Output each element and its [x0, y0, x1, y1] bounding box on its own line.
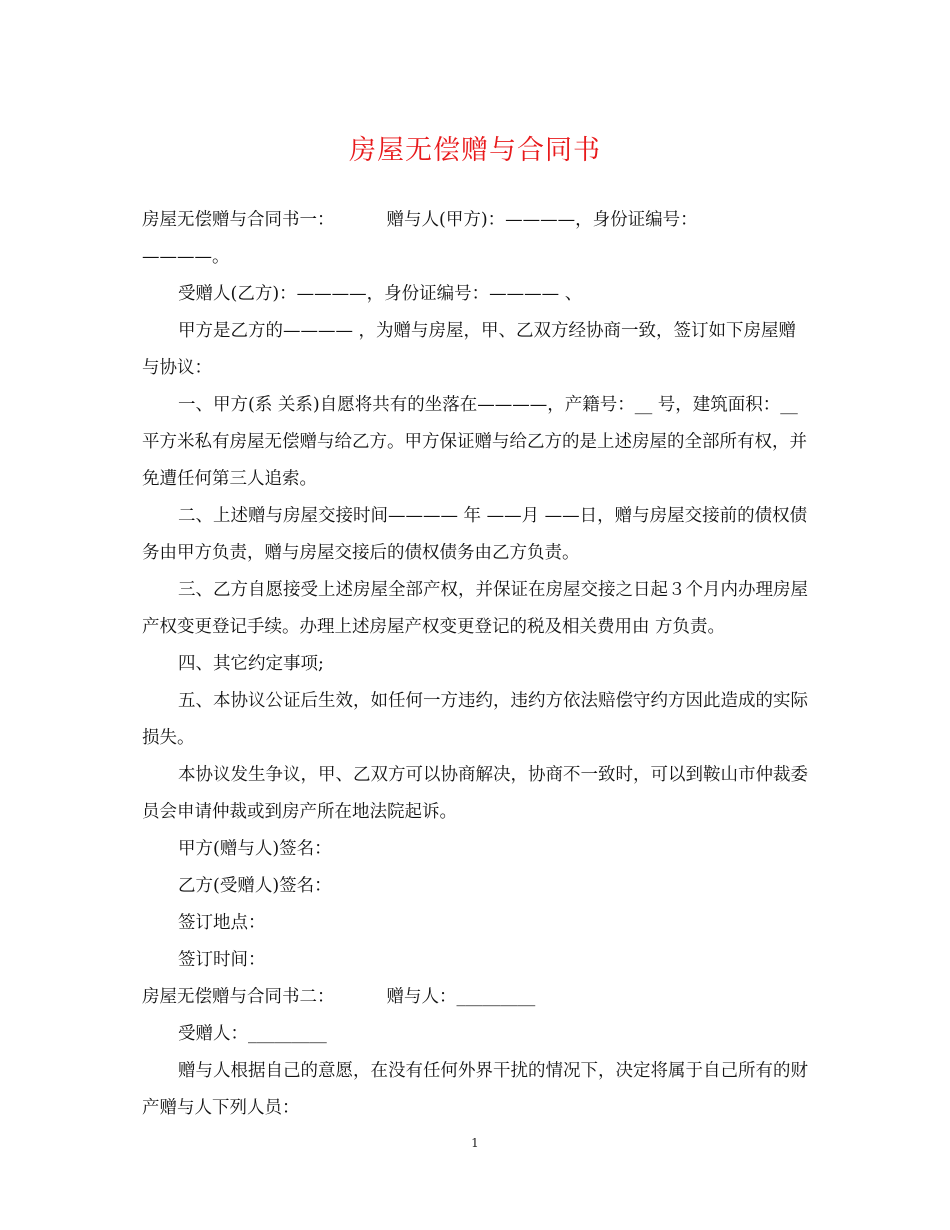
signature-party-b: 乙方(受赠人)签名： — [178, 876, 332, 896]
donor-line: 赠与人(甲方)：————，身份证编号： — [386, 210, 698, 230]
dispute-clause: 本协议发生争议，甲、乙双方可以协商解决，协商不一致时，可以到鞍山市仲裁委员会申请仲裁或到房产所在地法院起诉。 — [142, 765, 808, 822]
contract2-heading: 房屋无偿赠与合同书二： — [142, 987, 335, 1007]
clause-1: 一、甲方(系 关系)自愿将共有的坐落在————，产籍号：__ 号，建筑面积：__ 平方米私有房屋无偿赠与给乙方。甲方保证赠与给乙方的是上述房屋的全部所有权，并免遭任何第三人追索。 — [142, 395, 807, 489]
clause-2: 二、上述赠与房屋交接时间———— 年 ——月 ——日，赠与房屋交接前的债权债务由甲方负责，赠与房屋交接后的债权债务由乙方负责。 — [142, 506, 808, 563]
signing-time: 签订时间： — [178, 950, 266, 970]
clause-4: 四、其它约定事项; — [178, 654, 324, 674]
contract2-heading-line — [142, 979, 810, 1016]
contract1-intro: 甲方是乙方的———— ，为赠与房屋，甲、乙双方经协商一致，签订如下房屋赠与协议： — [142, 321, 797, 378]
contract2-donee: 受赠人：_________ — [178, 1024, 327, 1044]
contract1-heading-line — [142, 202, 810, 239]
signature-party-a: 甲方(赠与人)签名： — [178, 839, 332, 859]
contract1-heading: 房屋无偿赠与合同书一： — [142, 210, 335, 230]
donor-line-cont: ————。 — [142, 247, 230, 267]
document-title: 房屋无偿赠与合同书 — [349, 135, 601, 166]
document-body — [142, 202, 810, 1127]
donee-line: 受赠人(乙方)：————，身份证编号：———— 、 — [178, 284, 583, 304]
contract2-donor: 赠与人：_________ — [386, 987, 536, 1007]
clause-5: 五、本协议公证后生效，如任何一方违约，违约方依法赔偿守约方因此造成的实际损失。 — [142, 691, 808, 748]
clause-3: 三、乙方自愿接受上述房屋全部产权，并保证在房屋交接之日起３个月内办理房屋产权变更登记手续。办理上述房屋产权变更登记的税及相关费用由 方负责。 — [142, 580, 808, 637]
page-number: 1 — [471, 1136, 479, 1150]
contract2-intro: 赠与人根据自己的意愿，在没有任何外界干扰的情况下，决定将属于自己所有的财产赠与人下列人员： — [142, 1061, 808, 1118]
signing-place: 签订地点： — [178, 913, 266, 933]
